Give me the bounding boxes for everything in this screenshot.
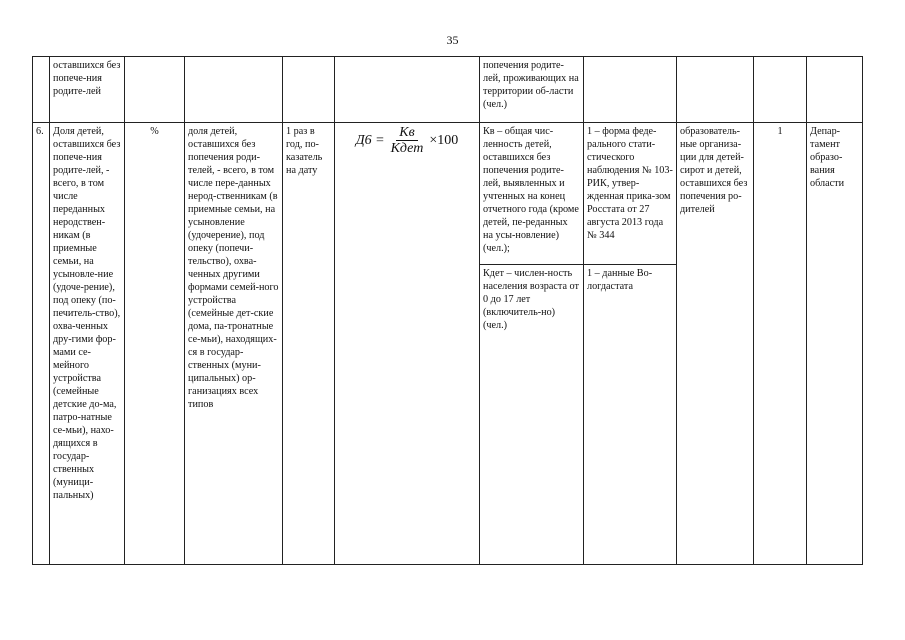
cell-definition (185, 57, 283, 123)
cell-unit: % (125, 123, 185, 565)
cell-variable-desc: попечения родите-лей, проживающих на территории об-ласти (чел.) (480, 57, 584, 123)
cell-formula (335, 123, 480, 565)
cell-source (584, 57, 677, 123)
cell-method: 1 (754, 123, 807, 565)
cell-indicator: Доля детей, оставшихся без попече-ния родите-лей, - всего, в том числе переданных неродствен-никам (в приемные семьи, на усыновле-ние (удоче-рение), под опеку (по-печитель-ство), охва-ченных дру-гими фор-мами се-мейного устройства (семейные детские до-ма, патро-натные се-мьи), нахо-дящихся в государ-ственных (муници-пальных) (50, 123, 125, 565)
indicators-table (32, 56, 863, 565)
cell-indicator: оставшихся без попече-ния родите-лей (50, 57, 125, 123)
cell-periodicity: 1 раз в год, по-казатель на дату (283, 123, 335, 565)
cell-variable-desc: Кдет – числен-ность населения возраста от 0 до 17 лет (включитель-но) (чел.) (480, 265, 584, 565)
table-row (33, 123, 863, 265)
formula (356, 125, 458, 156)
formula-rhs: ×100 (429, 133, 459, 148)
cell-number (33, 57, 50, 123)
cell-source: 1 – данные Во-логдастата (584, 265, 677, 565)
cell-unit (125, 57, 185, 123)
cell-department (807, 57, 863, 123)
cell-formula (335, 57, 480, 123)
cell-responsible: образователь-ные организа-ции для детей-сирот и детей, оставшихся без попечения ро-дителей (677, 123, 754, 565)
cell-variable-desc: Кв – общая чис-ленность детей, оставшихся без попечения родите-лей, выявленных и учтенных на конец отчетного года (кроме детей, пе-реданных на усы-новление) (чел.); (480, 123, 584, 265)
cell-number: 6. (33, 123, 50, 565)
formula-denominator: Кдет (390, 141, 424, 156)
formula-numerator: Кв (396, 125, 417, 141)
page-number: 35 (446, 33, 459, 47)
cell-method (754, 57, 807, 123)
table-row (33, 57, 863, 123)
formula-lhs: Д6 = (355, 133, 385, 148)
cell-responsible (677, 57, 754, 123)
cell-department: Депар-тамент образо-вания области (807, 123, 863, 565)
cell-source: 1 – форма феде-рального стати-стического наблюдения № 103-РИК, утвер-жденная прика-зом Росстата от 27 августа 2013 года № 344 (584, 123, 677, 265)
cell-periodicity (283, 57, 335, 123)
formula-fraction (388, 125, 427, 156)
cell-definition: доля детей, оставшихся без попечения роди-телей, - всего, в том числе пере-данных нерод-ственникам (в приемные семьи, на усыновление (удочерение), под опеку (попечи-тельство), охва-ченных другими формами семей-ного устройства (семейные дет-ские дома, па-тронатные се-мьи), находящих-ся в государ-ственных (муни-ципальных) ор-ганизациях всех типов (185, 123, 283, 565)
